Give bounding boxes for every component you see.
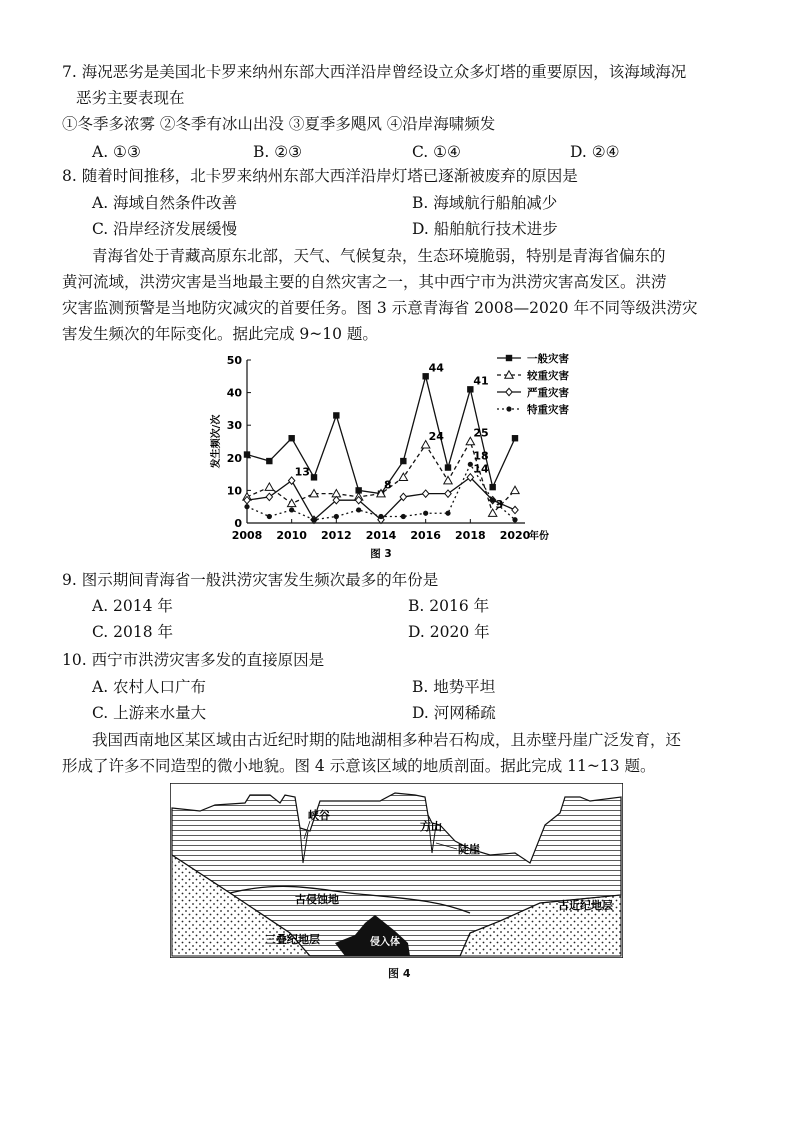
- figure3-caption: 图 3: [370, 548, 392, 560]
- data-label: 8: [384, 478, 392, 492]
- y-tick-label: 50: [226, 354, 242, 367]
- series-2-point: [445, 490, 451, 497]
- data-label: 13: [294, 465, 310, 479]
- q8-option-c[interactable]: C. 沿岸经济发展缓慢: [92, 220, 238, 238]
- q9-option-d[interactable]: D. 2020 年: [408, 623, 490, 641]
- q9-stem: 9. 图示期间青海省一般洪涝灾害发生频次最多的年份是: [62, 571, 439, 589]
- series-1-point: [444, 476, 452, 483]
- x-tick-label: 2008: [231, 529, 263, 542]
- q10-option-c[interactable]: C. 上游来水量大: [92, 704, 207, 722]
- y-tick-label: 30: [226, 419, 242, 433]
- passage1-line1: 青海省处于青藏高原东北部，天气、气候复杂，生态环境脆弱，特别是青海省偏东的: [92, 247, 666, 265]
- data-label: 3: [495, 498, 504, 512]
- series-2-point: [512, 506, 518, 513]
- series-0-point: [266, 458, 272, 464]
- x-axis-label: 年份: [529, 531, 549, 542]
- y-tick-label: 40: [226, 386, 242, 400]
- data-label: 25: [473, 426, 489, 440]
- series-line-2: [247, 477, 515, 519]
- geological-section-figure: [170, 783, 623, 958]
- figure4-caption: 图 4: [388, 967, 411, 980]
- q7-stem-line2: 恶劣主要表现在: [76, 89, 185, 107]
- legend-label-2: 严重灾害: [527, 387, 569, 399]
- legend-marker-2: [506, 388, 512, 395]
- data-label: 14: [473, 462, 489, 476]
- series-3-point: [401, 514, 406, 519]
- series-3-point: [311, 517, 316, 522]
- q8-option-a[interactable]: A. 海域自然条件改善: [92, 194, 238, 212]
- label-paleogene: 古近纪地层: [558, 899, 613, 912]
- legend-marker-3: [506, 406, 511, 411]
- passage1-line4: 害发生频次的年际变化。据此完成 9~10 题。: [62, 325, 378, 343]
- q7-option-b[interactable]: B. ②③: [253, 143, 303, 161]
- passage2-line2: 形成了许多不同造型的微小地貌。图 4 示意该区域的地质剖面。据此完成 11~13 题。: [62, 757, 656, 775]
- q8-stem: 8. 随着时间推移，北卡罗来纳州东部大西洋沿岸灯塔已逐渐被废弃的原因是: [62, 167, 578, 185]
- q9-option-b[interactable]: B. 2016 年: [408, 597, 490, 615]
- q8-option-d[interactable]: D. 船舶航行技术进步: [412, 220, 558, 238]
- series-0-point: [512, 435, 518, 441]
- series-2-point: [422, 490, 428, 497]
- series-3-point: [490, 498, 495, 503]
- series-3-point: [378, 514, 383, 519]
- label-canyon: 峡谷: [308, 809, 330, 822]
- label-intrusion: 侵入体: [370, 937, 400, 948]
- series-0-point: [288, 435, 294, 441]
- data-label: 41: [473, 374, 489, 388]
- x-tick-label: 2020: [499, 529, 531, 542]
- data-label: 44: [428, 361, 444, 375]
- series-1-point: [511, 486, 519, 493]
- y-tick-label: 10: [226, 484, 242, 498]
- data-label: 24: [428, 429, 444, 443]
- series-3-point: [423, 511, 428, 516]
- legend-label-3: 特重灾害: [527, 404, 569, 416]
- q10-option-d[interactable]: D. 河网稀疏: [412, 704, 496, 722]
- q7-stem-line1: 7. 海况恶劣是美国北卡罗来纳州东部大西洋沿岸曾经设立众多灯塔的重要原因，该海域海况: [62, 63, 687, 81]
- series-1-point: [287, 499, 295, 506]
- q7-items: ①冬季多浓雾 ②冬季有冰山出没 ③夏季多飓风 ④沿岸海啸频发: [62, 115, 496, 133]
- label-cliff: 陡崖: [458, 843, 480, 856]
- passage1-line2: 黄河流域，洪涝灾害是当地最主要的自然灾害之一，其中西宁市为洪涝灾害高发区。洪涝: [62, 273, 667, 291]
- legend-marker-0: [506, 355, 512, 361]
- series-3-point: [289, 507, 294, 512]
- series-0-point: [311, 474, 317, 480]
- data-label: 18: [473, 449, 489, 463]
- series-0-point: [244, 451, 250, 457]
- series-0-point: [489, 484, 495, 490]
- series-0-point: [400, 458, 406, 464]
- series-0-point: [333, 412, 339, 418]
- q9-option-a[interactable]: A. 2014 年: [92, 597, 173, 615]
- series-3-point: [445, 511, 450, 516]
- x-tick-label: 2014: [365, 529, 397, 542]
- series-1-point: [265, 483, 273, 490]
- q7-option-a[interactable]: A. ①③: [92, 143, 141, 161]
- series-3-point: [334, 514, 339, 519]
- q8-option-b[interactable]: B. 海域航行船舶减少: [412, 194, 558, 212]
- label-mesa: 方山: [420, 820, 442, 833]
- passage1-line3: 灾害监测预警是当地防灾减灾的首要任务。图 3 示意青海省 2008—2020 年不同等级洪涝灾: [62, 299, 698, 317]
- y-axis-label: 发生频次/次: [211, 414, 222, 469]
- legend-label-1: 较重灾害: [527, 370, 569, 382]
- legend-label-0: 一般灾害: [527, 353, 569, 365]
- x-tick-label: 2016: [410, 529, 441, 542]
- q7-option-d[interactable]: D. ②④: [570, 143, 620, 161]
- x-tick-label: 2012: [321, 529, 352, 542]
- x-tick-label: 2010: [276, 529, 307, 542]
- label-triassic: 三叠纪地层: [265, 933, 320, 946]
- x-tick-label: 2018: [455, 529, 486, 542]
- q9-option-c[interactable]: C. 2018 年: [92, 623, 174, 641]
- q10-option-a[interactable]: A. 农村人口广布: [92, 678, 207, 696]
- label-ancient-erosion: 古侵蚀地: [295, 893, 339, 906]
- series-3-point: [512, 517, 517, 522]
- series-0-point: [445, 464, 451, 470]
- series-1-point: [399, 473, 407, 480]
- q10-option-b[interactable]: B. 地势平坦: [412, 678, 496, 696]
- q7-option-c[interactable]: C. ①④: [412, 143, 461, 161]
- series-3-point: [244, 504, 249, 509]
- passage2-line1: 我国西南地区某区域由古近纪时期的陆地湖相多种岩石构成，且赤壁丹崖广泛发育，还: [92, 731, 682, 749]
- q10-stem: 10. 西宁市洪涝灾害多发的直接原因是: [62, 651, 325, 669]
- series-2-point: [266, 493, 272, 500]
- series-3-point: [468, 462, 473, 467]
- series-3-point: [356, 507, 361, 512]
- series-3-point: [267, 514, 272, 519]
- y-tick-label: 0: [234, 517, 242, 530]
- y-tick-label: 20: [226, 451, 242, 465]
- flood-frequency-chart: [205, 348, 590, 563]
